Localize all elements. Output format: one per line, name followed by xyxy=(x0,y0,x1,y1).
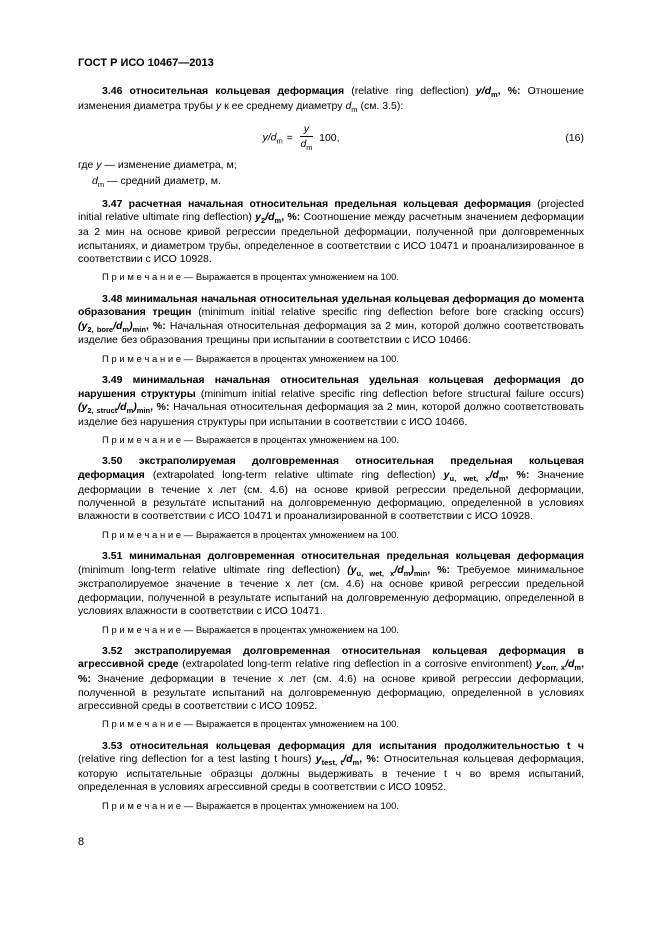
note-label: П р и м е ч а н и е — xyxy=(102,435,196,447)
term-ru: экстраполируемая долговременная относительная кольцевая деформация в агрессивной среде xyxy=(78,644,584,671)
term-number: 3.51 xyxy=(102,550,123,563)
percent-suffix: , %: xyxy=(497,85,521,97)
term-en: (extrapolated long-term relative ultimate ring deflection) xyxy=(152,468,436,481)
note-text: Выражается в процентах умножением на 100. xyxy=(195,719,400,731)
definition-section-3-49 xyxy=(78,374,584,447)
note xyxy=(78,801,584,813)
term-definition: Значение деформации в течение x лет (см. 4.6) на основе кривой регрессии деформации, полученной в результате испытаний на долговременную деформацию, определенной в условиях агрессивной среды в соответствии с ИСО 10952. xyxy=(78,673,585,712)
note xyxy=(78,625,584,637)
term-paragraph xyxy=(78,645,584,713)
note-text: Выражается в процентах умножением на 100. xyxy=(195,800,400,812)
term-en: (minimum long-term relative ultimate ring deflection) xyxy=(78,563,341,576)
note xyxy=(78,530,584,542)
note-label: П р и м е ч а н и е — xyxy=(102,800,196,812)
term-en: (minimum initial relative specific ring deflection before bore cracking occurs) xyxy=(198,306,585,319)
note-text: Выражается в процентах умножением на 100. xyxy=(195,353,400,365)
fraction: $\frac{y}{d_m}$ xyxy=(300,123,313,153)
term-ru: расчетная начальная относительная предельная кольцевая деформация xyxy=(128,197,532,210)
term-ru: относительная кольцевая деформация xyxy=(129,85,345,97)
definition-section-3-51 xyxy=(78,550,584,637)
document-header: ГОСТ Р ИСО 10467—2013 xyxy=(78,57,214,69)
note-text: Выражается в процентах умножением на 100. xyxy=(195,529,400,541)
term-symbol: $(y_{2, bore}/d_m)_{min}$ xyxy=(78,319,146,334)
note-label: П р и м е ч а н и е — xyxy=(102,624,196,636)
term-symbol: $(y_{2, struct}/d_m)_{min}$ xyxy=(78,400,151,416)
definition-section-3-53 xyxy=(78,740,584,813)
term-paragraph xyxy=(78,293,584,348)
term-symbol: $y_{u, wet, x}/d_m$ xyxy=(443,468,506,483)
percent-suffix: , %: xyxy=(150,400,170,413)
term-number: 3.50 xyxy=(102,455,123,468)
note xyxy=(78,719,584,731)
note xyxy=(78,354,584,366)
term-definition: Начальная относительная деформация за 2 мин, которой должно соответствовать изделие без образования трещины при испытании в соответствии с ИСО 10466. xyxy=(78,319,585,347)
term-symbol: $y_2/d_m$ xyxy=(255,211,282,226)
term-paragraph xyxy=(78,740,584,795)
percent-suffix: , %: xyxy=(359,753,380,766)
term-number: 3.47 xyxy=(102,197,123,210)
term-number: 3.46 xyxy=(102,85,123,97)
definition-section-3-46 xyxy=(78,85,584,190)
term-en: (relative ring deflection for a test lasting t hours) xyxy=(78,753,312,766)
note-text: Выражается в процентах умножением на 100. xyxy=(195,272,400,284)
note-label: П р и м е ч а н и е — xyxy=(102,719,196,731)
definition-section-3-47 xyxy=(78,198,584,285)
definition-section-3-48 xyxy=(78,293,584,366)
percent-suffix: , %: xyxy=(427,563,450,576)
note-label: П р и м е ч а н и е — xyxy=(102,353,196,365)
note xyxy=(78,435,584,447)
term-paragraph xyxy=(78,85,584,114)
term-en: (extrapolated long-term relative ring deflection in a corrosive environment) xyxy=(182,658,533,671)
page-content xyxy=(78,57,584,821)
term-ru: минимальная начальная относительная удельная кольцевая деформация до нарушения структуры xyxy=(78,374,584,400)
term-symbol: $y_{test, t}/d_m$ xyxy=(315,753,360,768)
term-definition: Начальная относительная деформация за 2 мин, которой должно соответствовать изделие без нарушения структуры при испытании в соответствии с ИСО 10466. xyxy=(78,400,584,428)
note-label: П р и м е ч а н и е — xyxy=(102,272,196,284)
term-definition: Требуемое минимальное экстраполируемое значение в течение x лет (см. 4.6) на основе кривой регрессии предельной деформации, полученной в результате испытаний на долговременную деформацию, определенной в условиях влажности в соответствии с ИСО 10471. xyxy=(78,563,584,618)
definition-section-3-52 xyxy=(78,645,584,732)
percent-suffix: , %: xyxy=(505,468,530,481)
percent-suffix: , %: xyxy=(145,319,166,332)
term-ru: минимальная долговременная относительная предельная кольцевая деформация xyxy=(129,550,584,563)
term-symbol: $y_{corr, x}/d_m$ xyxy=(535,658,582,673)
formula-where-dm: $d_m$ — средний диаметр, м. xyxy=(92,175,221,190)
term-en: (minimum initial relative specific ring deflection before structural failure occurs) xyxy=(200,387,584,400)
term-en: (relative ring deflection) xyxy=(351,85,469,97)
term-definition: Значение деформации в течение x лет (см. 4.6) на основе кривой регрессии предельной деформации, полученной в результате испытаний на долговременную деформацию, определенной в условиях влажности в соответствии с ИСО 10471 и проанализированной в соответствии с ИСО 10928. xyxy=(78,468,585,523)
term-ru: относительная кольцевая деформация для испытания продолжительностью t ч xyxy=(129,739,584,752)
note xyxy=(78,272,584,284)
formula-number: (16) xyxy=(565,131,584,144)
term-symbol: $y/d_m$ xyxy=(475,85,498,100)
term-number: 3.52 xyxy=(102,644,123,657)
term-symbol: $(y_{u, wet, x}/d_m)_{min}$ xyxy=(347,563,428,578)
term-number: 3.49 xyxy=(102,374,123,387)
note-text: Выражается в процентах умножением на 100. xyxy=(195,624,400,636)
term-definition: Отношение изменения диаметра трубы y к ее среднему диаметру $d_m$ (см. 3.5): xyxy=(78,85,585,114)
note-label: П р и м е ч а н и е — xyxy=(102,529,196,541)
term-en: (projected initial relative ultimate ring deflection) xyxy=(78,197,584,224)
term-number: 3.53 xyxy=(102,739,123,752)
percent-suffix: , %: xyxy=(281,211,301,224)
term-definition: Относительная кольцевая деформация, которую испытательные образцы должны выдерживать в течение t ч во время испытаний, определенная в условиях агрессивной среды в соответствии с ИСО 10952. xyxy=(78,753,584,794)
term-paragraph xyxy=(78,550,584,618)
term-paragraph xyxy=(78,374,584,429)
term-ru: экстраполируемая долговременная относительная предельная кольцевая деформация xyxy=(78,455,584,481)
term-definition: Соотношение между расчетным значением деформации за 2 мин на основе кривой регрессии предельной деформации, полученной при долговременных испытаниях, и диаметром трубы, определенное в соответствии с ИСО 10471 и проанализированное в соответствии с ИСО 10928. xyxy=(78,211,585,265)
formula-16 xyxy=(78,123,584,152)
note-text: Выражается в процентах умножением на 100. xyxy=(195,435,400,447)
formula-where-y: где y — изменение диаметра, м; xyxy=(78,159,237,172)
term-ru: минимальная начальная относительная удельная кольцевая деформация до момента образования трещин xyxy=(78,292,584,319)
formula-body: $y/d_m$ = $\frac{y}{d_m}$ 100, xyxy=(262,123,340,153)
page-number: 8 xyxy=(78,836,85,848)
percent-suffix: , %: xyxy=(78,658,585,686)
term-number: 3.48 xyxy=(102,292,123,305)
term-paragraph xyxy=(78,455,584,523)
term-paragraph xyxy=(78,198,584,266)
definition-section-3-50 xyxy=(78,455,584,542)
